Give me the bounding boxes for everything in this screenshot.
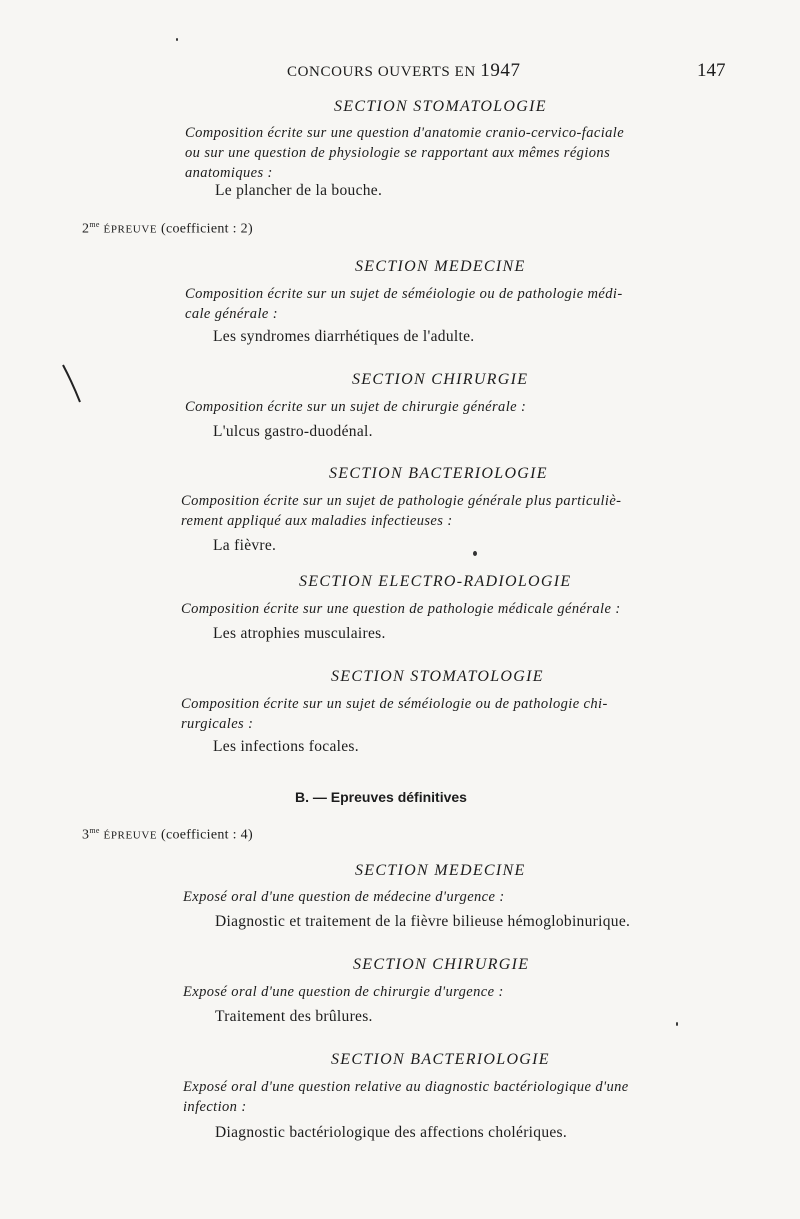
subject-text: Diagnostic et traitement de la fièvre bilieuse hémoglobinurique. — [215, 913, 631, 930]
epreuve-suffix: me — [89, 826, 100, 835]
scan-speck — [176, 38, 178, 41]
composition-line: rement appliqué aux maladies infectieuses : — [181, 513, 453, 529]
part-heading: B. — Epreuves définitives — [295, 789, 467, 805]
composition-line: Exposé oral d'une question relative au diagnostic bactériologique d'une — [183, 1079, 629, 1095]
composition-line: Composition écrite sur un sujet de séméiologie ou de pathologie médi- — [185, 286, 623, 302]
composition-line: Composition écrite sur un sujet de chirurgie générale : — [185, 399, 527, 415]
epreuve-suffix: me — [89, 220, 100, 229]
subject-text: Diagnostic bactériologique des affections cholériques. — [215, 1124, 568, 1141]
section-title: SECTION BACTERIOLOGIE — [331, 1051, 550, 1068]
subject-text: Les atrophies musculaires. — [213, 625, 386, 642]
running-title: CONCOURS OUVERTS EN — [287, 64, 476, 80]
composition-line: anatomiques : — [185, 165, 273, 181]
composition-line: cale générale : — [185, 306, 278, 322]
header-year: 1947 — [480, 60, 521, 81]
section-title: SECTION STOMATOLOGIE — [331, 668, 544, 685]
subject-text: Traitement des brûlures. — [215, 1008, 373, 1025]
section-title: SECTION MEDECINE — [355, 258, 526, 275]
page-number: 147 — [697, 60, 726, 81]
epreuve-label: ÉPREUVE — [103, 829, 158, 842]
epreuve-coefficient: (coefficient : 2) — [161, 221, 253, 237]
section-title: SECTION ELECTRO-RADIOLOGIE — [299, 573, 572, 590]
subject-text: L'ulcus gastro-duodénal. — [213, 423, 373, 440]
subject-text: La fièvre. — [213, 537, 277, 554]
composition-line: rurgicales : — [181, 716, 254, 732]
running-header — [287, 60, 521, 82]
epreuve-heading — [82, 826, 253, 844]
epreuve-coefficient: (coefficient : 4) — [161, 827, 253, 843]
subject-text: Les syndromes diarrhétiques de l'adulte. — [213, 328, 475, 345]
composition-line: Composition écrite sur une question de pathologie médicale générale : — [181, 601, 621, 617]
composition-line: Composition écrite sur une question d'anatomie cranio-cervico-faciale — [185, 125, 625, 141]
section-title: SECTION BACTERIOLOGIE — [329, 465, 548, 482]
epreuve-number: 2 — [82, 221, 90, 237]
section-title: SECTION CHIRURGIE — [353, 956, 530, 973]
section-title: SECTION CHIRURGIE — [352, 371, 529, 388]
composition-line: Exposé oral d'une question de chirurgie d'urgence : — [183, 984, 504, 1000]
epreuve-label: ÉPREUVE — [103, 223, 158, 236]
scan-speck — [473, 551, 477, 556]
section-title: SECTION MEDECINE — [355, 862, 526, 879]
section-title: SECTION STOMATOLOGIE — [334, 98, 547, 115]
scan-mark — [60, 362, 84, 406]
epreuve-number: 3 — [82, 827, 90, 843]
composition-line: infection : — [183, 1099, 247, 1115]
scan-speck — [676, 1022, 678, 1026]
subject-text: Le plancher de la bouche. — [215, 182, 383, 199]
composition-line: Exposé oral d'une question de médecine d'urgence : — [183, 889, 505, 905]
composition-line: ou sur une question de physiologie se rapportant aux mêmes régions — [185, 145, 611, 161]
composition-line: Composition écrite sur un sujet de séméiologie ou de pathologie chi- — [181, 696, 608, 712]
composition-line: Composition écrite sur un sujet de pathologie générale plus particuliè- — [181, 493, 622, 509]
subject-text: Les infections focales. — [213, 738, 359, 755]
epreuve-heading — [82, 220, 253, 238]
